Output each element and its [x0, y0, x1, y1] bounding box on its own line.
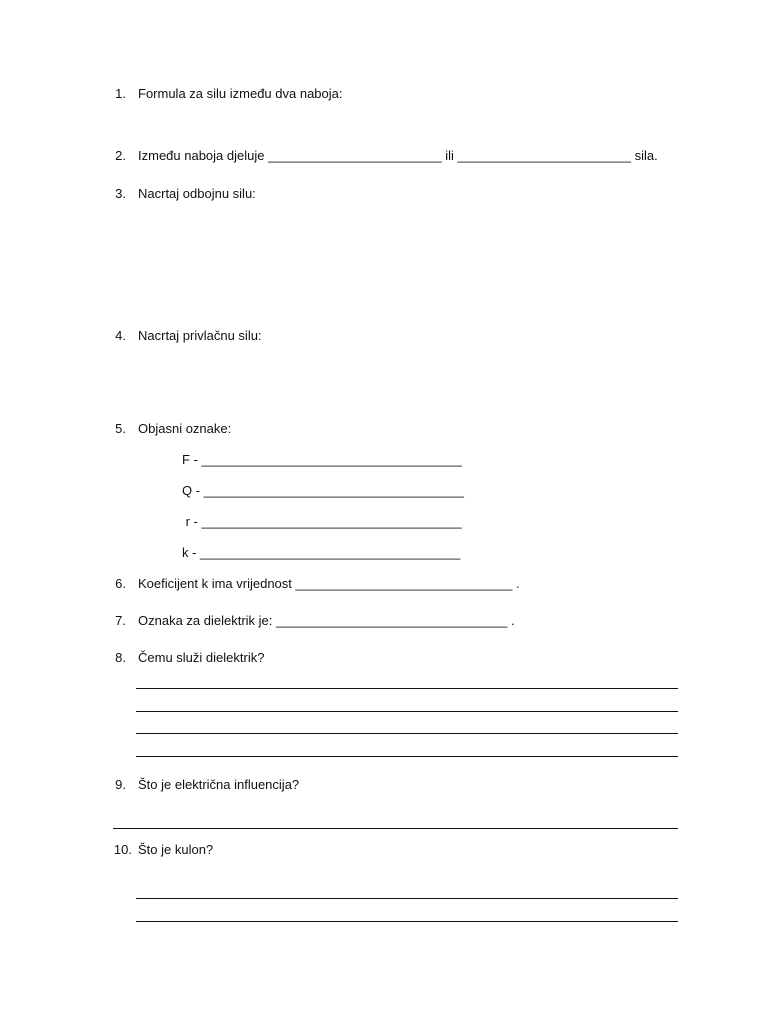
- q9-text: Što je električna influencija?: [138, 777, 300, 792]
- q2-number: 2.: [115, 148, 126, 163]
- q7-text: Oznaka za dielektrik je: ________________________________ .: [138, 613, 515, 628]
- q5-item-r: r - ____________________________________: [182, 514, 462, 529]
- q4-text: Nacrtaj privlačnu silu:: [138, 328, 262, 343]
- q5-item-f: F - ____________________________________: [182, 452, 462, 467]
- q10-text: Što je kulon?: [138, 842, 214, 857]
- q2-text: Između naboja djeluje ________________________ ili ________________________ sila.: [138, 148, 658, 163]
- q4-number: 4.: [115, 328, 126, 343]
- q9-number: 9.: [115, 777, 126, 792]
- q8-answer-line: [136, 733, 678, 734]
- q8-answer-line: [136, 688, 678, 689]
- q8-answer-line: [136, 756, 678, 757]
- q5-item-k: k - ____________________________________: [182, 545, 461, 560]
- q5-text: Objasni oznake:: [138, 421, 232, 436]
- q6-number: 6.: [115, 576, 126, 591]
- q8-answer-line: [136, 711, 678, 712]
- q1-number: 1.: [115, 86, 126, 101]
- q3-number: 3.: [115, 186, 126, 201]
- q5-item-q: Q - ____________________________________: [182, 483, 464, 498]
- q5-number: 5.: [115, 421, 126, 436]
- q10-number: 10.: [113, 842, 132, 857]
- q9-answer-line: [113, 828, 678, 829]
- q10-answer-line: [136, 898, 678, 899]
- q1-text: Formula za silu između dva naboja:: [138, 86, 343, 101]
- q8-text: Čemu služi dielektrik?: [138, 650, 265, 665]
- q7-number: 7.: [115, 613, 126, 628]
- q6-text: Koeficijent k ima vrijednost ______________________________ .: [138, 576, 520, 591]
- q3-text: Nacrtaj odbojnu silu:: [138, 186, 256, 201]
- q10-answer-line: [136, 921, 678, 922]
- q8-number: 8.: [115, 650, 126, 665]
